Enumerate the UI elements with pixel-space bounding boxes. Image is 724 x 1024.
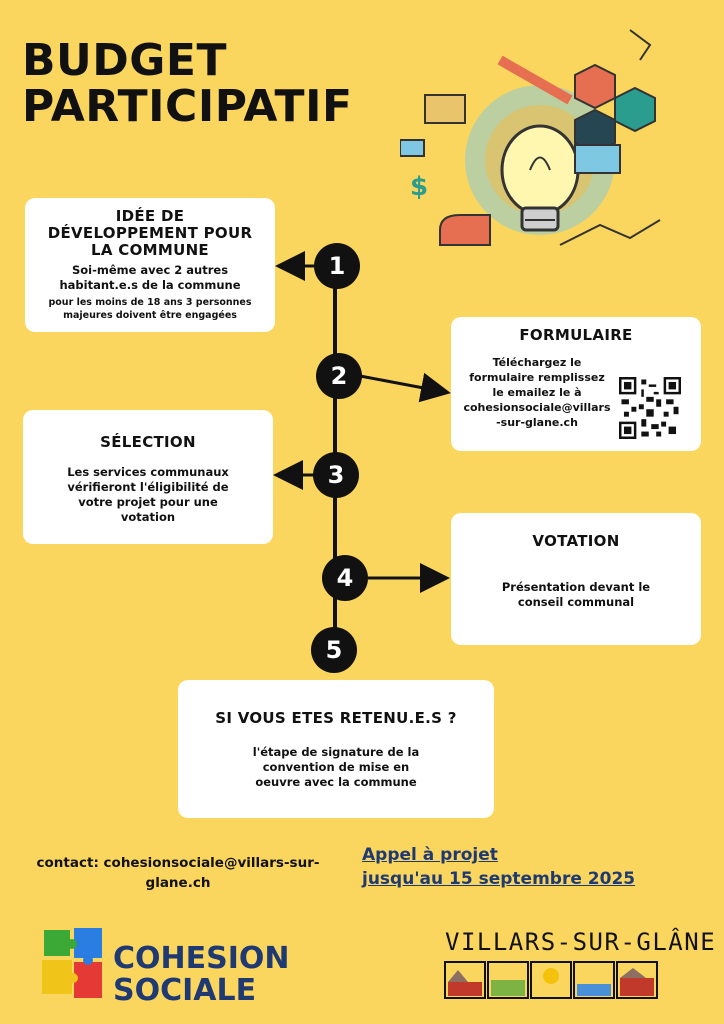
- puzzle-logo-icon: [40, 924, 106, 1004]
- svg-text:$: $: [410, 172, 429, 202]
- step-3-text: Les services communaux vérifieront l'éligibilité de votre projet pour une votation: [67, 465, 229, 524]
- logo-line-2: SOCIALE: [113, 973, 257, 1008]
- step-card-3: [23, 410, 273, 544]
- call-for-projects: [362, 843, 635, 891]
- title-line-2: PARTICIPATIF: [22, 81, 353, 132]
- contact-email[interactable]: contact: cohesionsociale@villars-sur-glane.ch: [36, 855, 320, 891]
- step-2-text: Téléchargez le formulaire remplissez le emailez le à cohesionsociale@villars-sur-glane.ch: [463, 356, 611, 429]
- step-card-5: [178, 680, 494, 818]
- step-5-text: l'étape de signature de la convention de mise en oeuvre avec la commune: [252, 745, 420, 789]
- appel-line-1: Appel à projet: [362, 845, 498, 865]
- step-4-heading: VOTATION: [532, 532, 620, 550]
- appel-line-2: jusqu'au 15 septembre 2025: [362, 869, 636, 889]
- step-number-3: 3: [313, 452, 359, 498]
- step-card-1: [25, 198, 275, 332]
- step-number-2: 2: [316, 353, 362, 399]
- step-3-heading: SÉLECTION: [100, 433, 196, 451]
- title-line-1: BUDGET: [22, 35, 227, 86]
- step-1-heading: IDÉE DE DÉVELOPPEMENT POUR LA COMMUNE: [47, 207, 253, 259]
- step-number-5: 5: [311, 627, 357, 673]
- commune-logo-icon: [443, 958, 693, 1002]
- step-4-text: Présentation devant le conseil communal: [501, 580, 651, 609]
- step-number-4: 4: [322, 555, 368, 601]
- logo-line-1: COHESION: [113, 941, 290, 976]
- step-1-note: pour les moins de 18 ans 3 personnes majeures doivent être engagées: [48, 297, 252, 321]
- step-1-text: Soi-même avec 2 autres habitant.e.s de la commune: [59, 263, 241, 292]
- commune-logo-text: VILLARS-SUR-GLÂNE: [445, 928, 717, 956]
- qr-code-icon[interactable]: [619, 377, 681, 439]
- step-card-2: [451, 317, 701, 451]
- step-5-heading: SI VOUS ETES RETENU.E.S ?: [215, 709, 457, 727]
- step-number-1: 1: [314, 243, 360, 289]
- cohesion-sociale-logo: [113, 943, 290, 1007]
- step-card-4: [451, 513, 701, 645]
- step-2-heading: FORMULAIRE: [519, 326, 633, 344]
